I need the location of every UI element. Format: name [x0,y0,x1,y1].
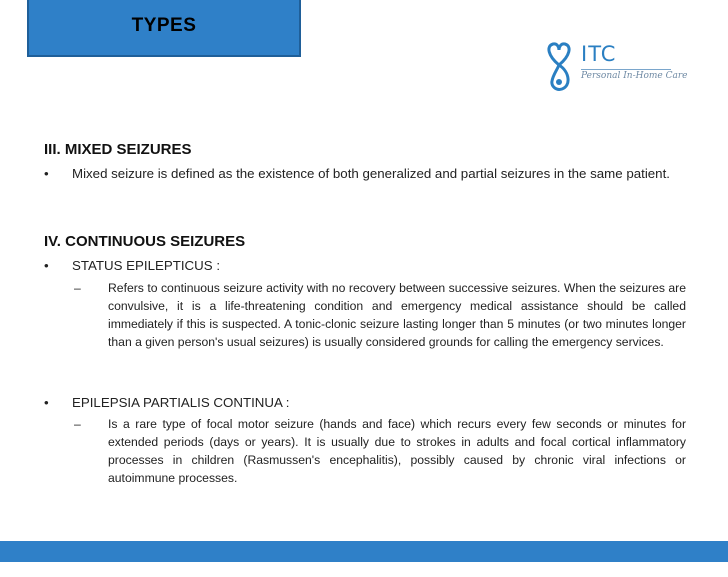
bullet-marker: • [44,395,49,410]
bullet-marker: • [44,258,49,273]
bullet-text: STATUS EPILEPTICUS : [72,258,221,273]
company-logo [544,40,694,92]
footer-bar [0,541,728,562]
infinity-heart-icon [544,42,574,92]
bullet-marker: • [44,166,49,181]
logo-brand-text: ITC [581,42,617,66]
sub-bullet-text: Is a rare type of focal motor seizure (hands and face) which recurs every few seconds or minutes for extended periods (days or years). It is usually due to strokes in adults and focal cortical inflammatory processes in children (Rasmussen's encephalitis), possibly caused by chronic viral infections or autoimmune processes. [108,417,686,485]
section-heading-continuous: IV. CONTINUOUS SEIZURES [44,233,246,250]
logo-divider [581,69,671,70]
sub-bullet-marker: – [74,417,81,431]
bullet-text: EPILEPSIA PARTIALIS CONTINUA : [72,395,290,410]
logo-tagline: Personal In-Home Care [581,71,688,81]
slide-title: TYPES [131,14,197,36]
bullet-text: Mixed seizure is defined as the existence of both generalized and partial seizures in the same patient. [72,166,670,181]
sub-bullet-marker: – [74,281,81,295]
title-banner [27,0,301,57]
section-heading-mixed: III. MIXED SEIZURES [44,141,192,158]
sub-bullet-text: Refers to continuous seizure activity with no recovery between successive seizures. When the seizures are convulsive, it is a life-threatening condition and emergency medical assistance should be called immediately if this is suspected. A tonic-clonic seizure lasting longer than 5 minutes (or two minutes longer than a given person's usual seizures) is usually considered grounds for calling the emergency services. [108,281,686,349]
